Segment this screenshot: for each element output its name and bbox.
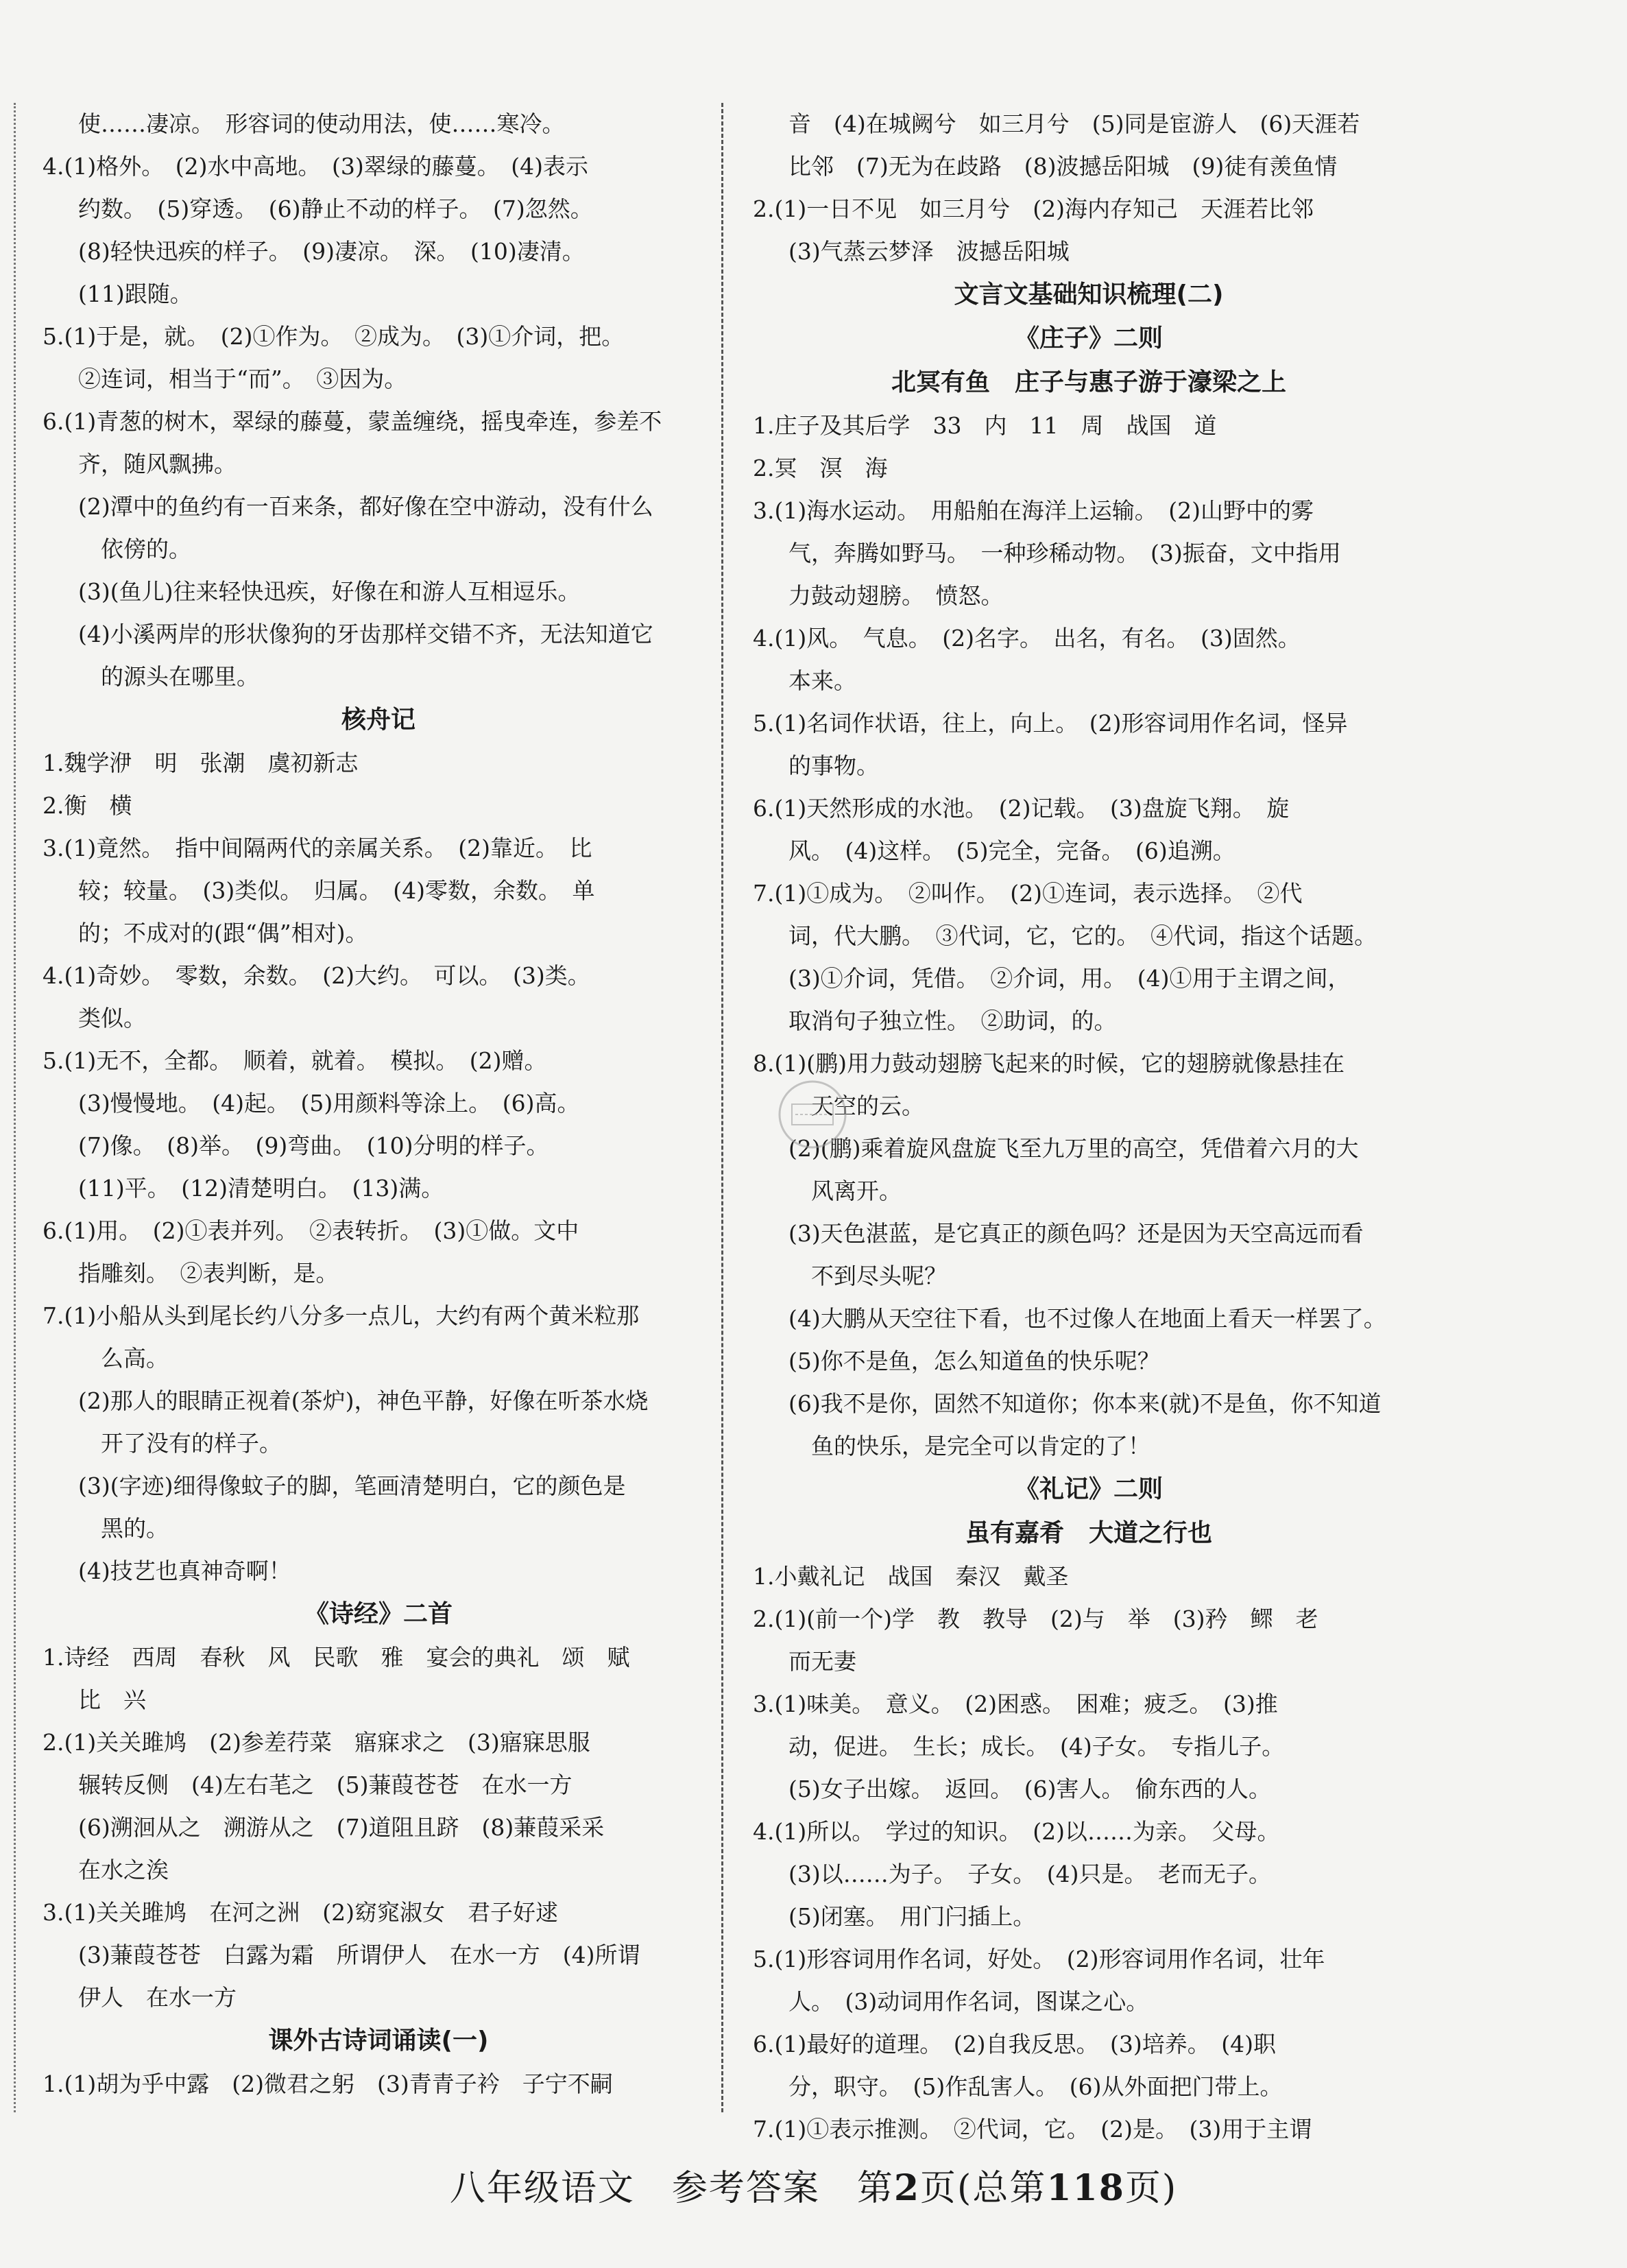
answer-line: (5)你不是鱼，怎么知道鱼的快乐呢？: [788, 1348, 1160, 1374]
answer-line: 5.(1)形容词用作名词，好处。 (2)形容词用作名词，壮年: [753, 1946, 1325, 1972]
answer-line: 风离开。: [788, 1178, 902, 1204]
answer-line: (7)像。 (8)举。 (9)弯曲。 (10)分明的样子。: [78, 1132, 549, 1159]
answer-line: (2)(鹏)乘着旋风盘旋飞至九万里的高空，凭借着六月的大: [788, 1135, 1359, 1162]
answer-line: 6.(1)青葱的树木，翠绿的藤蔓，蒙盖缠绕，摇曳牵连，参差不: [43, 408, 662, 435]
answer-line: 的源头在哪里。: [78, 663, 259, 690]
answer-line: 6.(1)天然形成的水池。 (2)记载。 (3)盘旋飞翔。 旋: [753, 795, 1290, 822]
answer-line: (3)气蒸云梦泽 波撼岳阳城: [788, 238, 1070, 265]
answer-line: 2.冥 溟 海: [753, 455, 888, 481]
answer-line: 8.(1)(鹏)用力鼓动翅膀飞起来的时候，它的翅膀就像悬挂在: [753, 1050, 1345, 1077]
answer-line: (5)闭塞。 用门闩插上。: [788, 1903, 1036, 1930]
answer-line: (3)天色湛蓝，是它真正的颜色吗？还是因为天空高远而看: [788, 1220, 1364, 1247]
section-title: 核舟记: [341, 706, 415, 734]
answer-line: 6.(1)最好的道理。 (2)自我反思。 (3)培养。 (4)职: [753, 2031, 1276, 2057]
section-title: 《诗经》二首: [304, 1600, 453, 1628]
answer-line: (2)潭中的鱼约有一百来条，都好像在空中游动，没有什么: [78, 493, 653, 520]
answer-line: 指雕刻。 ②表判断，是。: [78, 1260, 339, 1287]
right-column: [753, 103, 1425, 2151]
answer-line: (4)大鹏从天空往下看，也不过像人在地面上看天一样罢了。: [788, 1305, 1386, 1332]
answer-line: 辗转反侧 (4)左右芼之 (5)蒹葭苍苍 在水一方: [78, 1771, 573, 1798]
answer-line: (6)溯洄从之 溯游从之 (7)道阻且跻 (8)蒹葭采采: [78, 1814, 605, 1841]
answer-line: (6)我不是你，固然不知道你；你本来(就)不是鱼，你不知道: [788, 1390, 1382, 1417]
answer-line: 在水之涘: [78, 1857, 169, 1883]
answer-line: 1.诗经 西周 春秋 风 民歌 雅 宴会的典礼 颂 赋: [43, 1644, 630, 1671]
answer-line: (4)小溪两岸的形状像狗的牙齿那样交错不齐，无法知道它: [78, 621, 653, 647]
answer-line: (3)(字迹)细得像蚊子的脚，笔画清楚明白，它的颜色是: [78, 1472, 626, 1499]
answer-line: 1.小戴礼记 战国 秦汉 戴圣: [753, 1563, 1069, 1590]
answer-line: 6.(1)用。 (2)①表并列。 ②表转折。 (3)①做。文中: [43, 1217, 579, 1244]
answer-line: 么高。: [78, 1345, 169, 1372]
answer-line: 5.(1)名词作状语，往上，向上。 (2)形容词用作名词，怪异: [753, 710, 1348, 737]
section-title: 文言文基础知识梳理(二): [954, 280, 1224, 309]
section-title: 《礼记》二则: [1014, 1475, 1163, 1503]
answer-line: 2.衡 横: [43, 792, 132, 819]
left-column: [43, 103, 714, 2105]
answer-line: 比 兴: [78, 1686, 146, 1713]
answer-line: 5.(1)于是，就。 (2)①作为。 ②成为。 (3)①介词，把。: [43, 323, 625, 350]
answer-line: 气，奔腾如野马。 一种珍稀动物。 (3)振奋，文中指用: [788, 540, 1341, 566]
answer-line: (3)慢慢地。 (4)起。 (5)用颜料等涂上。 (6)高。: [78, 1090, 580, 1117]
answer-line: (3)以……为子。 子女。 (4)只是。 老而无子。: [788, 1861, 1271, 1887]
answer-line: 开了没有的样子。: [78, 1430, 282, 1457]
page-footer: [0, 2159, 1627, 2210]
answer-line: 齐，随风飘拂。: [78, 451, 237, 477]
answer-line: 而无妻: [788, 1648, 856, 1675]
answer-line: 黑的。: [78, 1515, 169, 1542]
answer-line: 伊人 在水一方: [78, 1984, 237, 2011]
answer-line: 动，促进。 生长；成长。 (4)子女。 专指儿子。: [788, 1733, 1285, 1760]
answer-line: (2)那人的眼睛正视着(茶炉)，神色平静，好像在听茶水烧: [78, 1387, 649, 1414]
answer-line: ②连词，相当于“而”。 ③因为。: [78, 366, 407, 392]
answer-line: 的事物。: [788, 752, 879, 779]
answer-line: 2.(1)一日不见 如三月兮 (2)海内存知己 天涯若比邻: [753, 195, 1314, 222]
answer-line: 4.(1)风。 气息。 (2)名字。 出名，有名。 (3)固然。: [753, 625, 1301, 652]
footer-suffix: 页): [1124, 2168, 1178, 2209]
answer-line: 天空的云。: [788, 1093, 924, 1119]
answer-line: 风。 (4)这样。 (5)完全，完备。 (6)追溯。: [788, 837, 1236, 864]
answer-line: 2.(1)(前一个)学 教 教导 (2)与 举 (3)矜 鳏 老: [753, 1605, 1318, 1632]
answer-line: 比邻 (7)无为在歧路 (8)波撼岳阳城 (9)徒有羡鱼情: [788, 153, 1338, 180]
answer-line: 7.(1)小船从头到尾长约八分多一点儿，大约有两个黄米粒那: [43, 1302, 640, 1329]
answer-line: 词，代大鹏。 ③代词，它，它的。 ④代词，指这个话题。: [788, 922, 1377, 949]
watermark-stamp-icon: [775, 1077, 850, 1152]
answer-line: 取消句子独立性。 ②助词，的。: [788, 1007, 1117, 1034]
answer-line: 分，职守。 (5)作乱害人。 (6)从外面把门带上。: [788, 2073, 1283, 2100]
answer-line: (3)蒹葭苍苍 白露为霜 所谓伊人 在水一方 (4)所谓: [78, 1942, 640, 1968]
section-title: 虽有嘉肴 大道之行也: [965, 1519, 1212, 1547]
answer-line: 7.(1)①成为。 ②叫作。 (2)①连词，表示选择。 ②代: [753, 880, 1303, 907]
footer-prefix: 八年级语文 参考答案 第: [449, 2168, 894, 2209]
answer-line: 音 (4)在城阙兮 如三月兮 (5)同是宦游人 (6)天涯若: [788, 110, 1360, 137]
answer-line: 人。 (3)动词用作名词，图谋之心。: [788, 1988, 1149, 2015]
answer-line: 4.(1)格外。 (2)水中高地。 (3)翠绿的藤蔓。 (4)表示: [43, 153, 588, 180]
section-title: 课外古诗词诵读(一): [268, 2027, 489, 2055]
answer-line: 1.魏学洢 明 张潮 虞初新志: [43, 750, 359, 776]
answer-line: 4.(1)奇妙。 零数，余数。 (2)大约。 可以。 (3)类。: [43, 962, 590, 989]
answer-line: 3.(1)味美。 意义。 (2)困惑。 困难；疲乏。 (3)推: [753, 1691, 1278, 1717]
answer-line: 5.(1)无不，全都。 顺着，就着。 模拟。 (2)赠。: [43, 1047, 547, 1074]
answer-line: 较；较量。 (3)类似。 归属。 (4)零数，余数。 单: [78, 877, 595, 904]
answer-line: (3)①介词，凭借。 ②介词，用。 (4)①用于主谓之间，: [788, 965, 1351, 992]
footer-page-number: 2: [893, 2167, 921, 2209]
answer-line: 1.(1)胡为乎中露 (2)微君之躬 (3)青青子衿 子宁不嗣: [43, 2070, 613, 2097]
answer-line: 鱼的快乐，是完全可以肯定的了！: [788, 1433, 1150, 1459]
answer-line: (5)女子出嫁。 返回。 (6)害人。 偷东西的人。: [788, 1776, 1271, 1802]
answer-line: 约数。 (5)穿透。 (6)静止不动的样子。 (7)忽然。: [78, 195, 593, 222]
answer-line: 1.庄子及其后学 33 内 11 周 战国 道: [753, 412, 1217, 439]
binding-edge: [14, 103, 16, 2112]
answer-line: (11)平。 (12)清楚明白。 (13)满。: [78, 1175, 444, 1202]
answer-line: (4)技艺也真神奇啊！: [78, 1557, 291, 1584]
answer-line: 依傍的。: [78, 536, 191, 562]
column-divider: [721, 103, 723, 2112]
answer-line: (11)跟随。: [78, 280, 193, 307]
answer-line: (8)轻快迅疾的样子。 (9)凄凉。 深。 (10)凄清。: [78, 238, 585, 265]
section-title: 《庄子》二则: [1014, 324, 1163, 353]
answer-line: 3.(1)竟然。 指中间隔两代的亲属关系。 (2)靠近。 比: [43, 835, 592, 861]
footer-middle: 页(总第: [920, 2168, 1047, 2209]
answer-line: 力鼓动翅膀。 愤怒。: [788, 582, 1004, 609]
answer-line: 本来。: [788, 667, 856, 694]
answer-line: 2.(1)关关雎鸠 (2)参差荇菜 寤寐求之 (3)寤寐思服: [43, 1729, 590, 1756]
footer-total-pages: 118: [1046, 2167, 1125, 2209]
answer-line: 类似。: [78, 1005, 146, 1031]
answer-line: 3.(1)海水运动。 用船舶在海洋上运输。 (2)山野中的雾: [753, 497, 1314, 524]
answer-line: 使……凄凉。 形容词的使动用法，使……寒冷。: [78, 110, 565, 137]
answer-line: 3.(1)关关雎鸠 在河之洲 (2)窈窕淑女 君子好逑: [43, 1899, 558, 1926]
answer-line: 4.(1)所以。 学过的知识。 (2)以……为亲。 父母。: [753, 1818, 1280, 1845]
answer-line: 不到尽头呢？: [788, 1263, 947, 1289]
answer-line: 的；不成对的(跟“偶”相对)。: [78, 920, 368, 946]
section-title: 北冥有鱼 庄子与惠子游于濠梁之上: [891, 368, 1286, 396]
answer-line: 7.(1)①表示推测。 ②代词，它。 (2)是。 (3)用于主谓: [753, 2116, 1312, 2142]
answer-line: (3)(鱼儿)往来轻快迅疾，好像在和游人互相逗乐。: [78, 578, 581, 605]
